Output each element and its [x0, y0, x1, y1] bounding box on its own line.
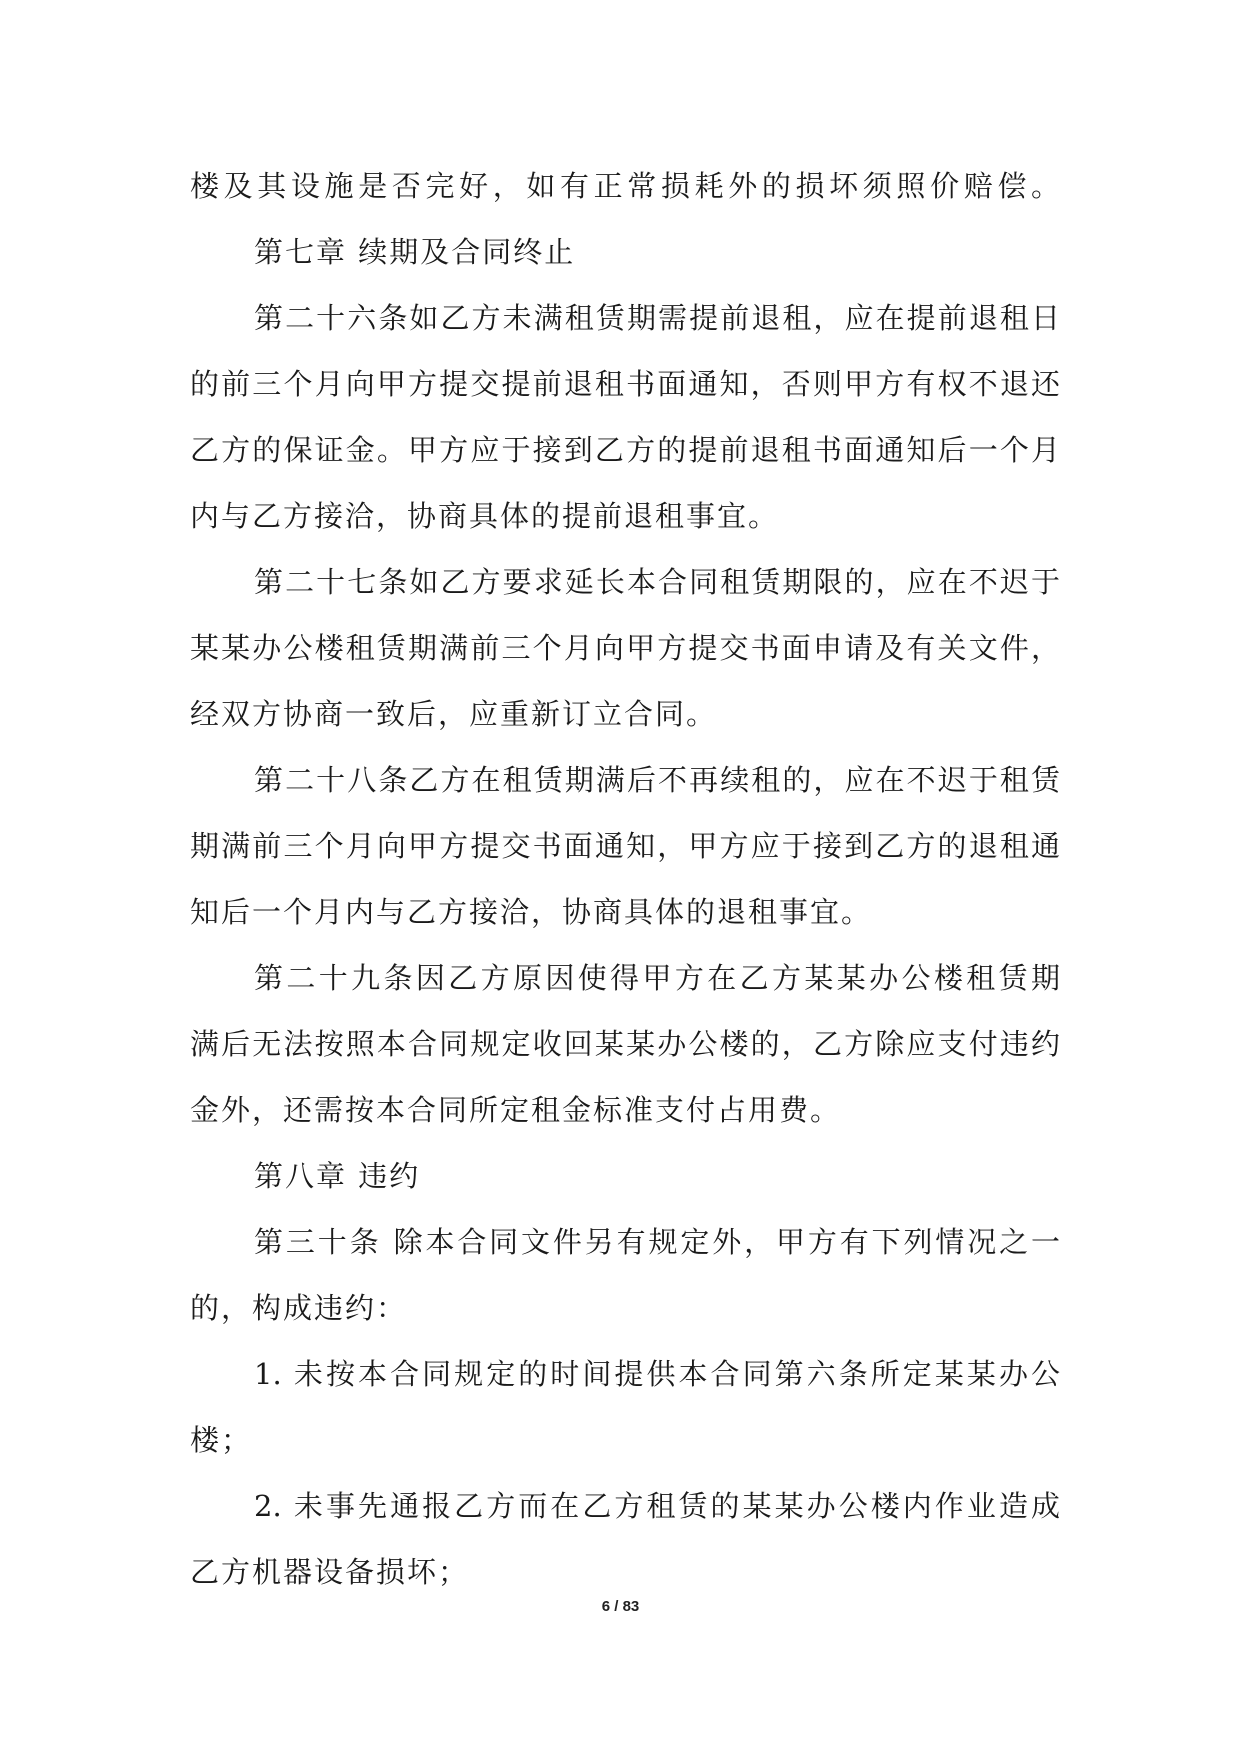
paragraph-line: 第二十六条如乙方未满租赁期需提前退租，应在提前退租日 — [254, 301, 1060, 335]
chapter-heading: 第七章 续期及合同终止 — [254, 235, 576, 269]
paragraph-line: 第二十八条乙方在租赁期满后不再续租的，应在不迟于租赁 — [254, 763, 1060, 797]
paragraph-line: 经双方协商一致后，应重新订立合同。 — [190, 697, 718, 731]
paragraph-line: 期满前三个月向甲方提交书面通知，甲方应于接到乙方的退租通 — [190, 829, 1060, 863]
paragraph-line: 内与乙方接洽，协商具体的提前退租事宜。 — [190, 499, 780, 533]
paragraph-line: 的，构成违约： — [190, 1291, 408, 1325]
document-body — [190, 153, 1060, 1605]
paragraph-line: 某某办公楼租赁期满前三个月向甲方提交书面申请及有关文件， — [190, 631, 1060, 665]
paragraph-line: 第二十七条如乙方要求延长本合同租赁期限的，应在不迟于 — [254, 565, 1060, 599]
paragraph-line: 金外，还需按本合同所定租金标准支付占用费。 — [190, 1093, 842, 1127]
page-number: 6 / 83 — [601, 1598, 640, 1615]
paragraph-line: 乙方的保证金。甲方应于接到乙方的提前退租书面通知后一个月 — [190, 433, 1060, 467]
list-item-line: 1. 未按本合同规定的时间提供本合同第六条所定某某办公 — [254, 1357, 1060, 1391]
paragraph-line: 第二十九条因乙方原因使得甲方在乙方某某办公楼租赁期 — [254, 961, 1060, 995]
paragraph-line: 的前三个月向甲方提交提前退租书面通知，否则甲方有权不退还 — [190, 367, 1060, 401]
paragraph-line: 满后无法按照本合同规定收回某某办公楼的，乙方除应支付违约 — [190, 1027, 1060, 1061]
paragraph-line: 知后一个月内与乙方接洽，协商具体的退租事宜。 — [190, 895, 873, 929]
list-item-line: 2. 未事先通报乙方而在乙方租赁的某某办公楼内作业造成 — [254, 1489, 1060, 1523]
list-item-line: 乙方机器设备损坏； — [190, 1555, 470, 1589]
paragraph-line: 第三十条 除本合同文件另有规定外，甲方有下列情况之一 — [254, 1225, 1060, 1259]
list-item-line: 楼； — [190, 1423, 253, 1457]
chapter-heading: 第八章 违约 — [254, 1159, 421, 1193]
paragraph-line: 楼及其设施是否完好，如有正常损耗外的损坏须照价赔偿。 — [190, 169, 1060, 203]
